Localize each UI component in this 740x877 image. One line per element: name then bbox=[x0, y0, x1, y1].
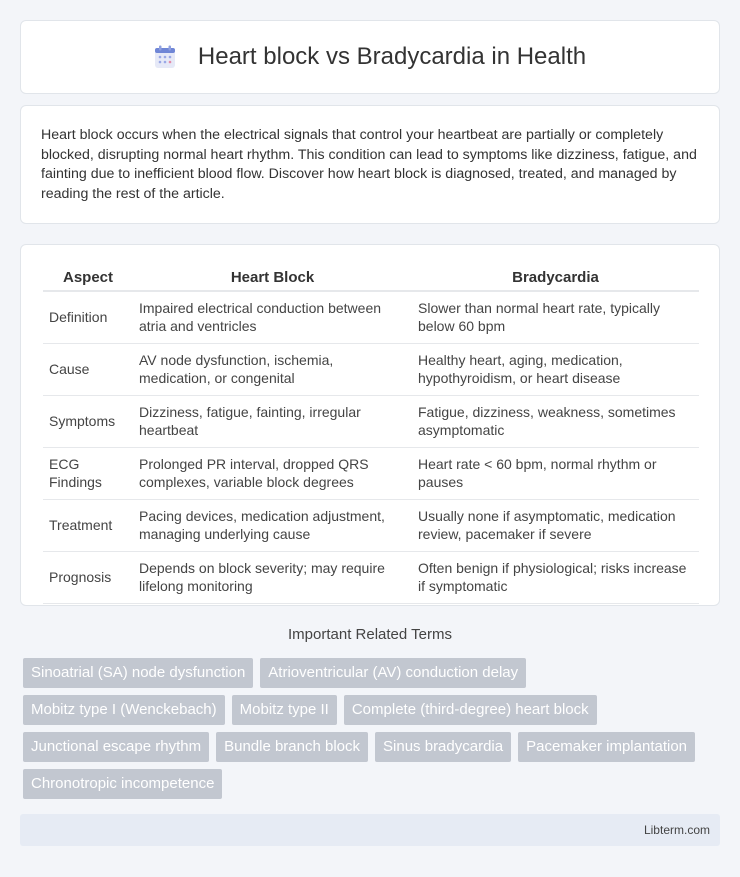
term-tag[interactable]: Atrioventricular (AV) conduction delay bbox=[260, 658, 526, 688]
calendar-grid-icon bbox=[154, 45, 176, 69]
row-heart-block: Depends on block severity; may require lifelong monitoring bbox=[133, 552, 412, 604]
table-row bbox=[43, 291, 699, 344]
term-tag[interactable]: Bundle branch block bbox=[216, 732, 368, 762]
comparison-table bbox=[43, 263, 699, 604]
term-tag[interactable]: Pacemaker implantation bbox=[518, 732, 695, 762]
row-bradycardia: Healthy heart, aging, medication, hypothyroidism, or heart disease bbox=[412, 344, 699, 396]
row-aspect: ECG Findings bbox=[43, 448, 133, 500]
table-row bbox=[43, 344, 699, 396]
header-card bbox=[20, 20, 720, 94]
header-aspect: Aspect bbox=[43, 263, 133, 291]
header-bradycardia: Bradycardia bbox=[412, 263, 699, 291]
related-terms-list bbox=[23, 658, 723, 806]
footer bbox=[20, 814, 720, 846]
row-aspect: Cause bbox=[43, 344, 133, 396]
table-row bbox=[43, 396, 699, 448]
footer-brand-link[interactable]: Libterm.com bbox=[643, 823, 710, 837]
table-row bbox=[43, 448, 699, 500]
row-heart-block: AV node dysfunction, ischemia, medication, or congenital bbox=[133, 344, 412, 396]
term-tag[interactable]: Junctional escape rhythm bbox=[23, 732, 209, 762]
table-header-row bbox=[43, 263, 699, 291]
term-tag[interactable]: Mobitz type I (Wenckebach) bbox=[23, 695, 225, 725]
term-tag[interactable]: Chronotropic incompetence bbox=[23, 769, 222, 799]
table-row bbox=[43, 500, 699, 552]
row-bradycardia: Slower than normal heart rate, typically below 60 bpm bbox=[412, 291, 699, 344]
row-aspect: Symptoms bbox=[43, 396, 133, 448]
row-heart-block: Dizziness, fatigue, fainting, irregular heartbeat bbox=[133, 396, 412, 448]
row-bradycardia: Often benign if physiological; risks increase if symptomatic bbox=[412, 552, 699, 604]
page-title: Heart block vs Bradycardia in Health bbox=[197, 43, 587, 70]
related-terms-title: Important Related Terms bbox=[288, 626, 452, 643]
intro-text: Heart block occurs when the electrical signals that control your heartbeat are partially or completely blocked, disrupting normal heart rhythm. This condition can lead to symptoms like dizziness, fatigue, and fainting due to inefficient blood flow. Discover how heart block is diagnosed, treated, and managed by reading the rest of the article. bbox=[41, 127, 697, 202]
row-heart-block: Pacing devices, medication adjustment, managing underlying cause bbox=[133, 500, 412, 552]
row-aspect: Treatment bbox=[43, 500, 133, 552]
row-bradycardia: Heart rate < 60 bpm, normal rhythm or pauses bbox=[412, 448, 699, 500]
row-bradycardia: Fatigue, dizziness, weakness, sometimes asymptomatic bbox=[412, 396, 699, 448]
row-aspect: Definition bbox=[43, 291, 133, 344]
term-tag[interactable]: Sinoatrial (SA) node dysfunction bbox=[23, 658, 253, 688]
row-heart-block: Impaired electrical conduction between atria and ventricles bbox=[133, 291, 412, 344]
term-tag[interactable]: Sinus bradycardia bbox=[375, 732, 511, 762]
intro-card bbox=[20, 105, 720, 224]
row-heart-block: Prolonged PR interval, dropped QRS complexes, variable block degrees bbox=[133, 448, 412, 500]
row-bradycardia: Usually none if asymptomatic, medication review, pacemaker if severe bbox=[412, 500, 699, 552]
term-tag[interactable]: Complete (third-degree) heart block bbox=[344, 695, 597, 725]
row-aspect: Prognosis bbox=[43, 552, 133, 604]
header-heart-block: Heart Block bbox=[133, 263, 412, 291]
term-tag[interactable]: Mobitz type II bbox=[232, 695, 337, 725]
table-row bbox=[43, 552, 699, 604]
comparison-table-card bbox=[20, 244, 720, 606]
